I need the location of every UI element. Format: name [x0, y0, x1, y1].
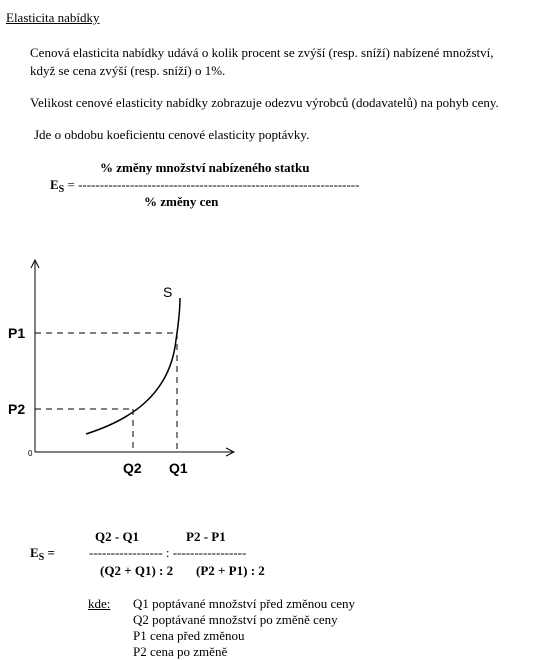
q1-label: Q1: [169, 460, 188, 476]
formula2-numerator-left: Q2 - Q1: [95, 529, 140, 544]
p2-label: P2: [8, 401, 26, 417]
formula1-numerator: % změny množství nabízeného statku: [100, 160, 310, 175]
paragraph3: Jde o obdobu koeficientu cenové elasticity poptávky.: [34, 127, 310, 142]
formula2-lhs-sub: S: [38, 552, 45, 563]
page-title: Elasticita nabídky: [6, 10, 100, 25]
formula2-lhs: E: [30, 545, 39, 560]
formula1-fraction-line: = -----------------------------------------------------------------: [67, 177, 360, 192]
legend-item: Q1 poptávané množství před změnou ceny: [133, 596, 356, 611]
formula2-numerator-right: P2 - P1: [186, 529, 226, 544]
p1-label: P1: [8, 325, 26, 341]
paragraph1-line2: když se cena zvýší (resp. sníží) o 1%.: [30, 63, 226, 78]
supply-curve-label: S: [163, 284, 173, 300]
legend-item: P2 cena po změně: [133, 644, 228, 659]
legend-item: P1 cena před změnou: [133, 628, 245, 643]
formula2-lhs-group: [30, 544, 55, 566]
legend-heading: kde:: [88, 596, 111, 611]
formula2-fraction-line: ----------------- : -----------------: [89, 545, 247, 560]
formula1-denominator: % změny cen: [144, 194, 219, 209]
paragraph2: Velikost cenové elasticity nabídky zobrazuje odezvu výrobců (dodavatelů) na pohyb ceny.: [30, 95, 499, 110]
legend-item: Q2 poptávané množství po změně ceny: [133, 612, 338, 627]
formula2-denominator-left: (Q2 + Q1) : 2: [100, 563, 174, 578]
paragraph1-line1: Cenová elasticita nabídky udává o kolik procent se zvýší (resp. sníží) nabízené množství,: [30, 45, 494, 60]
origin-label: 0: [28, 449, 33, 458]
formula1-lhs-sub: S: [58, 184, 65, 195]
q2-label: Q2: [123, 460, 142, 476]
formula1-lhs: E: [50, 177, 59, 192]
formula2-eq: =: [47, 545, 55, 560]
formula2-denominator-right: (P2 + P1) : 2: [196, 563, 265, 578]
